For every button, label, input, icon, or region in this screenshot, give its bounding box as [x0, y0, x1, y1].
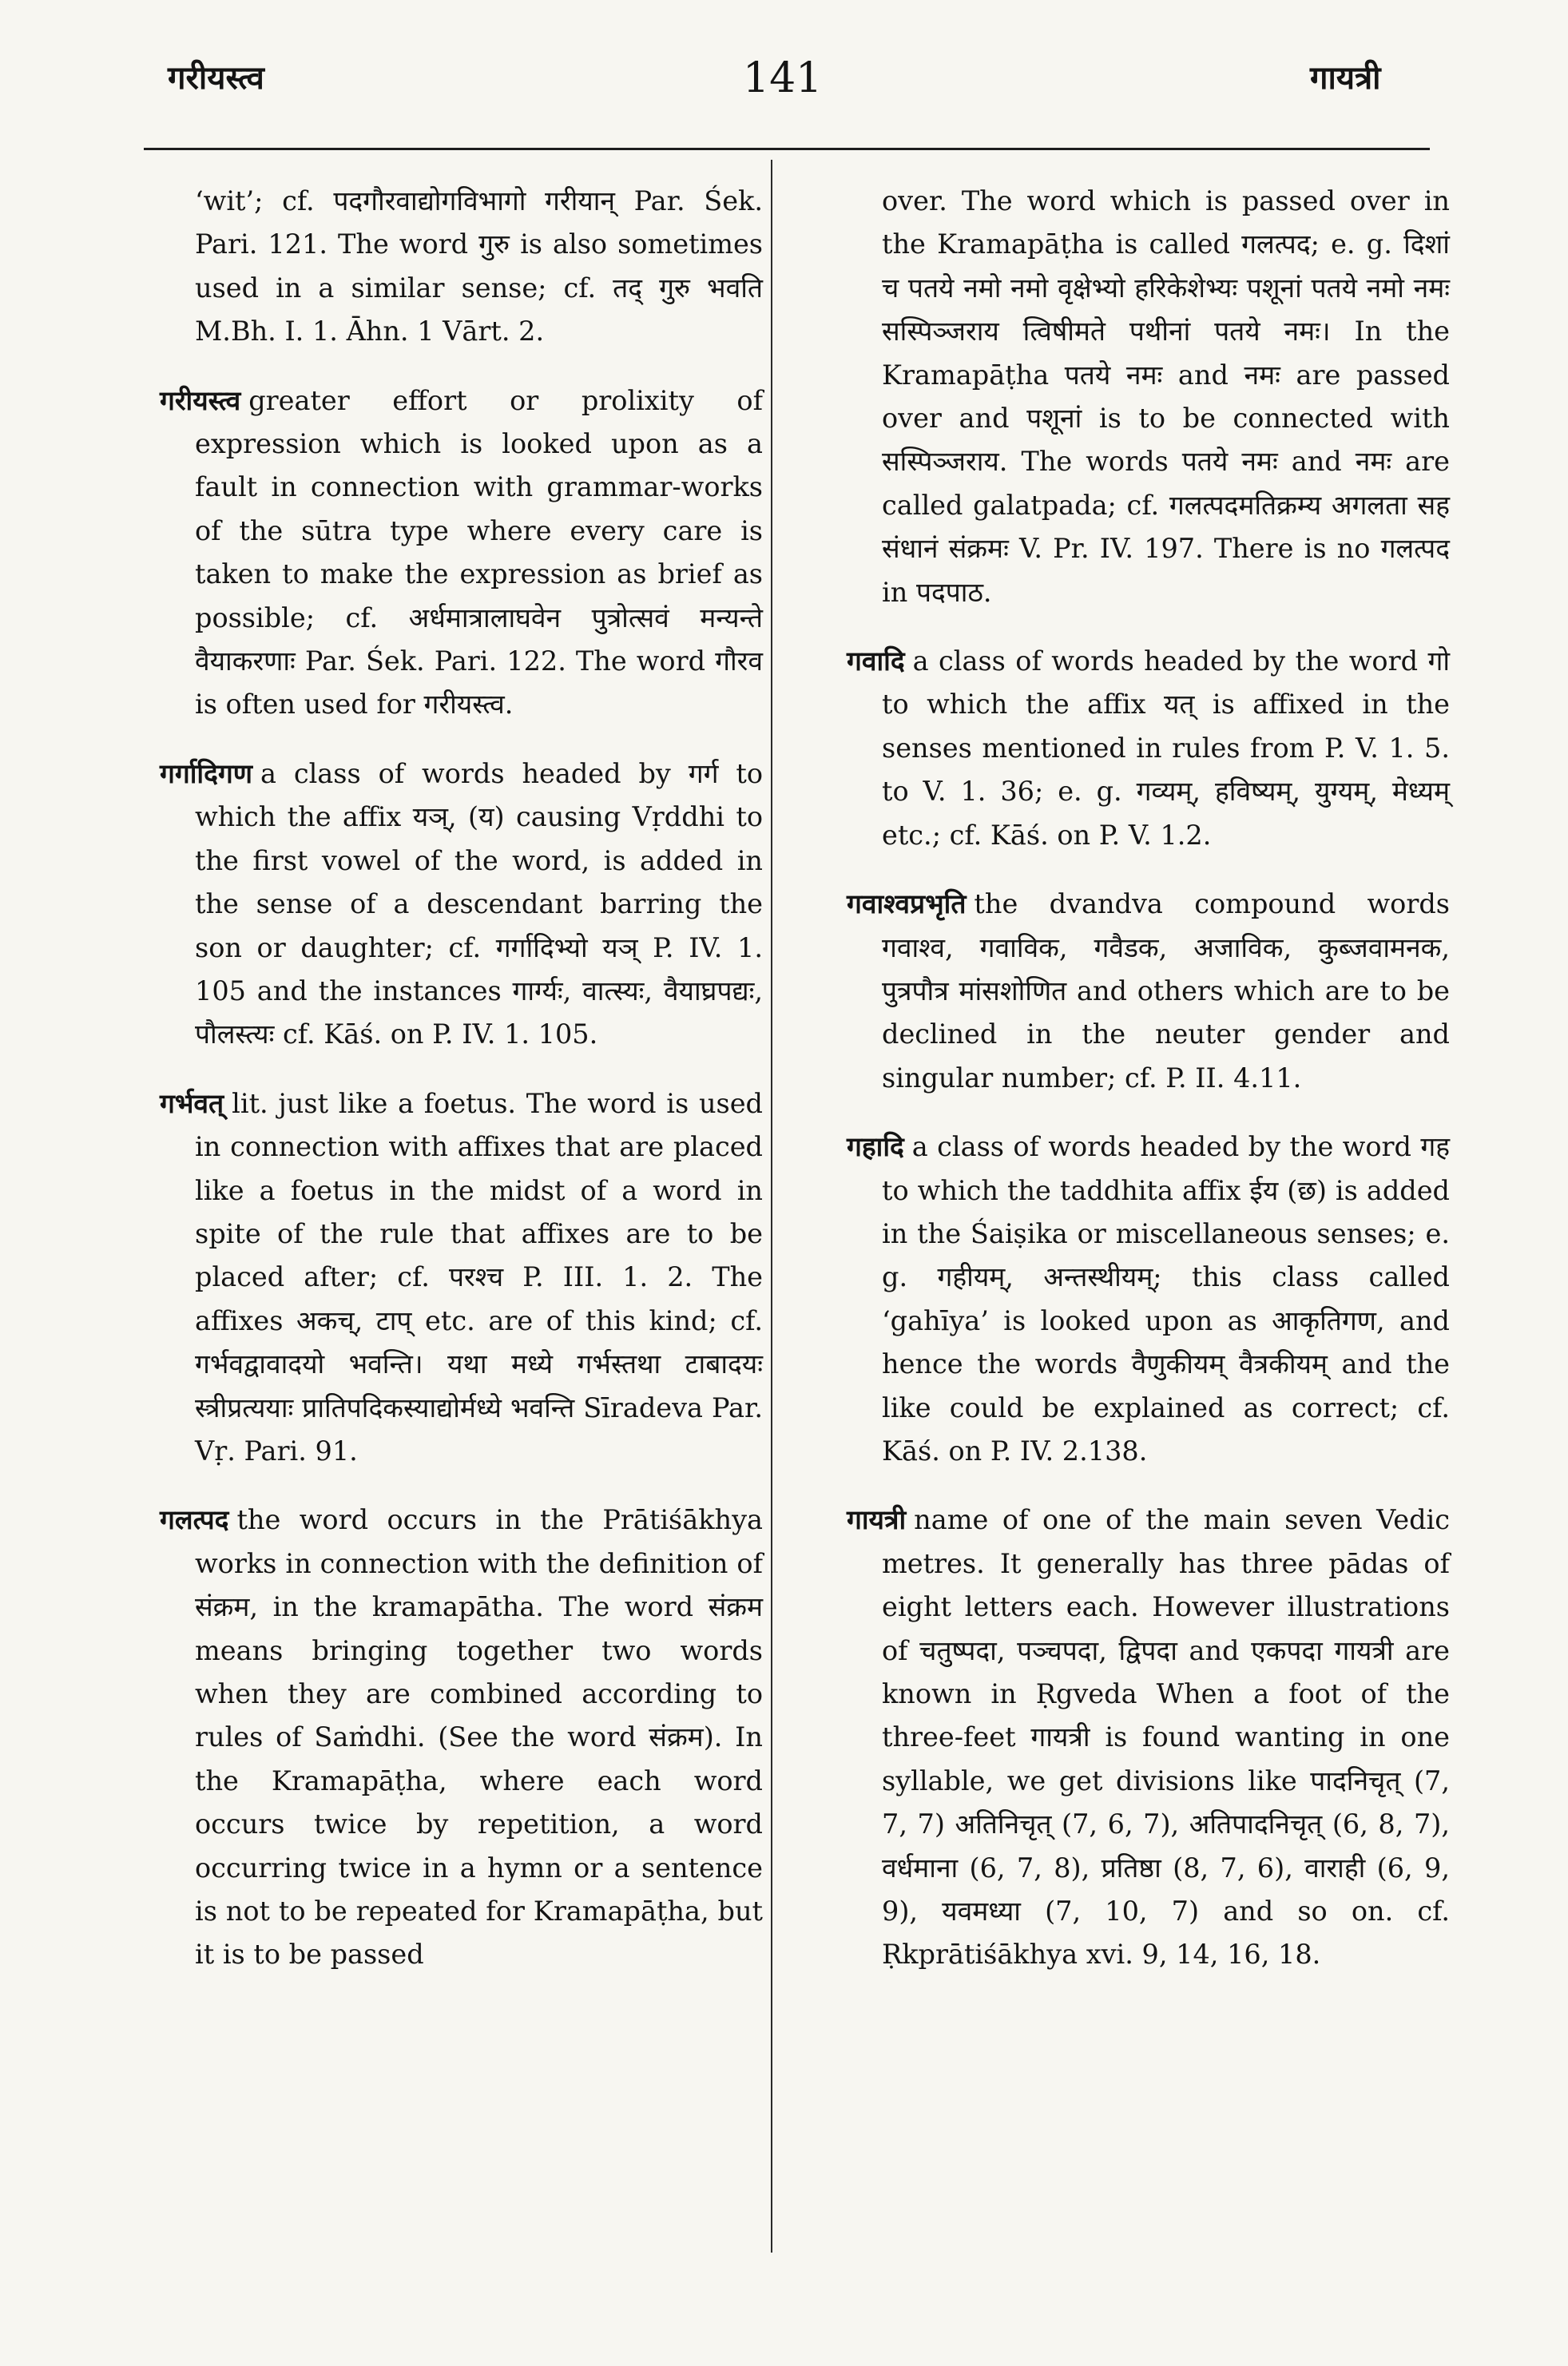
entry-text: lit. just like a foetus. The word is used in connection with affixes that are placed like a foetus in the midst of a word in spite of the rule that affixes are to be placed after; cf. परश्च P. III. 1. 2. The affixes अकच्, टाप् etc. are of this kind; cf. गर्भवद्वावादयो भवन्ति। यथा मध्ये गर्भस्तथा टाबादयः स्त्रीप्रत्ययाः प्रातिपदिकस्याद्योर्मध्ये भवन्ति Sīradeva Par. Vṛ. Pari. 91.: [195, 1087, 763, 1467]
page-number: 141: [743, 54, 823, 102]
entry-text: the dvandva compound words गवाश्व, गवाविक, गवैडक, अजाविक, कुब्जवामनक, पुत्रपौत्र मांसशोणित and others which are to be declined in the neuter gender and singular number; cf. P. II. 4.11.: [882, 888, 1450, 1094]
entry-text: a class of words headed by the word गो to which the affix यत् is affixed in the senses mentioned in rules from P. V. 1. 5. to V. 1. 36; e. g. गव्यम्, हविष्यम्, युग्यम्, मेध्यम् etc.; cf. Kāś. on P. V. 1.2.: [882, 645, 1450, 851]
left-column: [160, 180, 763, 2003]
dictionary-entry: [160, 379, 763, 727]
entry-headword: गवाश्वप्रभृति: [847, 888, 967, 920]
dictionary-entry: [847, 883, 1450, 1100]
dictionary-entry: [847, 180, 1450, 614]
entry-headword: गर्भवत्: [160, 1087, 224, 1119]
header-left-word: गरीयस्त्व: [168, 59, 264, 97]
entry-headword: गरीयस्त्व: [160, 384, 241, 416]
entry-headword: गर्गादिगण: [160, 757, 252, 789]
dictionary-entry: [160, 180, 763, 354]
entry-text: name of one of the main seven Vedic metres. It generally has three pādas of eight letters each. However illustrations of चतुष्पदा, पञ्चपदा, द्विपदा and एकपदा गायत्री are known in Ṛgveda When a foot of the three-feet गायत्री is found wanting in one syllable, we get divisions like पादनिचृत् (7, 7, 7) अतिनिचृत् (7, 6, 7), अतिपादनिचृत् (6, 8, 7), वर्धमाना (6, 7, 8), प्रतिष्ठा (8, 7, 6), वाराही (6, 9, 9), यवमध्या (7, 10, 7) and so on. cf. Ṛkprātiśākhya xvi. 9, 14, 16, 18.: [882, 1504, 1450, 1971]
header-right-word: गायत्री: [1310, 59, 1381, 97]
entry-headword: गलत्पद: [160, 1504, 229, 1536]
entry-text: ‘wit’; cf. पदगौरवाद्योगविभागो गरीयान् Par. Śek. Pari. 121. The word गुरु is also sometimes used in a similar sense; cf. तद् गुरु भवति M.Bh. I. 1. Āhn. 1 Vārt. 2.: [195, 185, 763, 347]
entry-text: the word occurs in the Prātiśākhya works in connection with the definition of संक्रम, in the kramapātha. The word संक्रम means bringing together two words when they are combined according to rules of Saṁdhi. (See the word संक्रम). In the Kramapāṭha, where each word occurs twice by repetition, a word occurring twice in a hymn or a sentence is not to be repeated for Kramapāṭha, but it is to be passed: [195, 1504, 763, 1971]
entry-text: greater effort or prolixity of expression which is looked upon as a fault in connection with grammar-works of the sūtra type where every care is taken to make the expression as brief as possible; cf. अर्धमात्रालाघवेन पुत्रोत्सवं मन्यन्ते वैयाकरणाः Par. Śek. Pari. 122. The word गौरव is often used for गरीयस्त्व.: [195, 384, 763, 721]
dictionary-entry: [847, 1125, 1450, 1473]
dictionary-entry: [847, 640, 1450, 857]
dictionary-entry: [160, 752, 763, 1057]
dictionary-entry: [160, 1499, 763, 1976]
entry-headword: गायत्री: [847, 1504, 907, 1536]
column-divider: [771, 160, 772, 2253]
header-rule: [144, 148, 1430, 150]
right-column: [847, 180, 1450, 2003]
entry-headword: गवादि: [847, 645, 905, 677]
dictionary-entry: [160, 1082, 763, 1474]
dictionary-entry: [847, 1499, 1450, 1976]
entry-text: over. The word which is passed over in the Kramapāṭha is called गलत्पद; e. g. दिशां च पतये नमो नमो वृक्षेभ्यो हरिकेशेभ्यः पशूनां पतये नमो नमः सस्पिञ्जराय त्विषीमते पथीनां पतये नमः। In the Kramapāṭha पतये नमः and नमः are passed over and पशूनां is to be connected with सस्पिञ्जराय. The words पतये नमः and नमः are called galatpada; cf. गलत्पदमतिक्रम्य अगलता सह संधानं संक्रमः V. Pr. IV. 197. There is no गलत्पद in पदपाठ.: [882, 185, 1450, 608]
entry-text: a class of words headed by गर्ग to which the affix यञ्, (य) causing Vṛddhi to the first vowel of the word, is added in the sense of a descendant barring the son or daughter; cf. गर्गादिभ्यो यञ् P. IV. 1. 105 and the instances गार्ग्यः, वात्स्यः, वैयाघ्रपद्यः, पौलस्त्यः cf. Kāś. on P. IV. 1. 105.: [195, 757, 763, 1050]
entry-headword: गहादि: [847, 1131, 904, 1163]
entry-text: a class of words headed by the word गह to which the taddhita affix ईय (छ) is added in the Śaiṣika or miscellaneous senses; e. g. गहीयम्, अन्तस्थीयम्; this class called ‘gahīya’ is looked upon as आकृतिगण, and hence the words वैणुकीयम् वैत्रकीयम् and the like could be explained as correct; cf. Kāś. on P. IV. 2.138.: [882, 1131, 1450, 1467]
